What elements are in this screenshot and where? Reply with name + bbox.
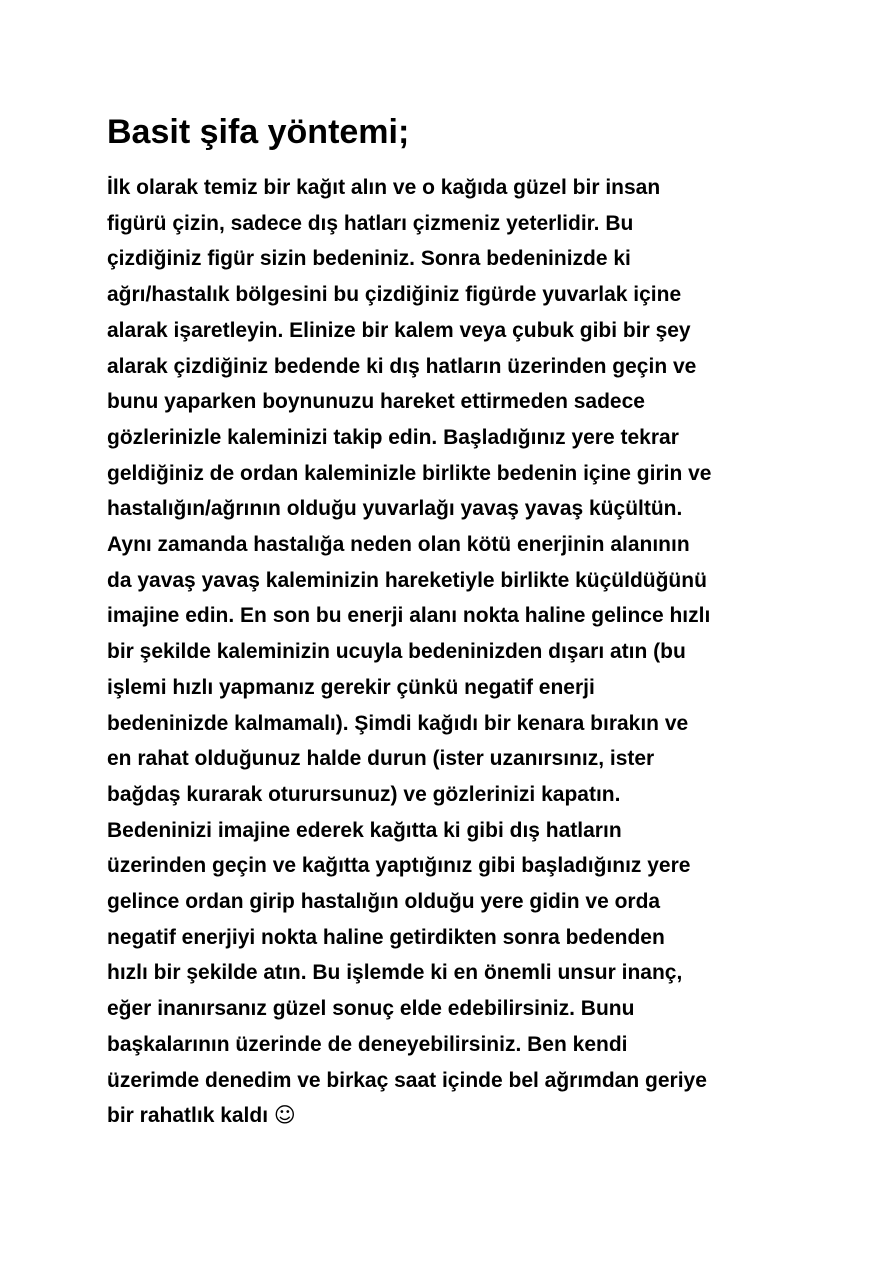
smiley-face-icon: ☺ (273, 1103, 296, 1128)
body-line-5: alarak işaretleyin. Elinize bir kalem veya çubuk gibi bir şey (107, 318, 691, 342)
body-line-13: imajine edin. En son bu enerji alanı nokta haline gelince hızlı (107, 604, 711, 628)
body-line-11: Aynı zamanda hastalığa neden olan kötü enerjinin alanının (107, 533, 690, 557)
body-line-3: çizdiğiniz figür sizin bedeniniz. Sonra bedeninizde ki (107, 247, 631, 271)
body-line-4: ağrı/hastalık bölgesini bu çizdiğiniz figürde yuvarlak içine (107, 283, 682, 307)
body-line-9: geldiğiniz de ordan kaleminizle birlikte bedenin içine girin ve (107, 461, 712, 485)
body-line-15: işlemi hızlı yapmanız gerekir çünkü negatif enerji (107, 675, 595, 699)
body-line-24: eğer inanırsanız güzel sonuç elde edebilirsiniz. Bunu (107, 997, 635, 1021)
body-line-22: negatif enerjiyi nokta haline getirdikten sonra bedenden (107, 925, 665, 949)
body-last-line-text: bir rahatlık kaldı (107, 1104, 269, 1128)
document-title: Basit şifa yöntemi; (107, 113, 410, 151)
body-line-25: başkalarının üzerinde de deneyebilirsiniz. Ben kendi (107, 1032, 628, 1056)
body-line-16: bedeninizde kalmamalı). Şimdi kağıdı bir kenara bırakın ve (107, 711, 689, 735)
body-line-14: bir şekilde kaleminizin ucuyla bedeninizden dışarı atın (bu (107, 640, 686, 664)
body-line-19: Bedeninizi imajine ederek kağıtta ki gibi dış hatların (107, 818, 622, 842)
body-line-27 (107, 1098, 797, 1134)
body-line-23: hızlı bir şekilde atın. Bu işlemde ki en önemli unsur inanç, (107, 961, 683, 985)
body-line-12: da yavaş yavaş kaleminizin hareketiyle birlikte küçüldüğünü (107, 568, 707, 592)
body-line-18: bağdaş kurarak oturursunuz) ve gözlerinizi kapatın. (107, 782, 621, 806)
body-line-6: alarak çizdiğiniz bedende ki dış hatların üzerinden geçin ve (107, 354, 697, 378)
body-line-20: üzerinden geçin ve kağıtta yaptığınız gibi başladığınız yere (107, 854, 691, 878)
body-line-1: İlk olarak temiz bir kağıt alın ve o kağıda güzel bir insan (107, 176, 661, 199)
body-line-21: gelince ordan girip hastalığın olduğu yere gidin ve orda (107, 890, 661, 914)
body-line-8: gözlerinizle kaleminizi takip edin. Başladığınız yere tekrar (107, 425, 679, 449)
body-line-10: hastalığın/ağrının olduğu yuvarlağı yavaş yavaş küçültün. (107, 497, 683, 521)
document-body (107, 170, 797, 1134)
body-line-7: bunu yaparken boynunuzu hareket ettirmeden sadece (107, 390, 645, 414)
body-line-2: figürü çizin, sadece dış hatları çizmeniz yeterlidir. Bu (107, 211, 634, 235)
body-line-26: üzerimde denedim ve birkaç saat içinde bel ağrımdan geriye (107, 1068, 707, 1092)
body-line-17: en rahat olduğunuz halde durun (ister uzanırsınız, ister (107, 747, 655, 771)
